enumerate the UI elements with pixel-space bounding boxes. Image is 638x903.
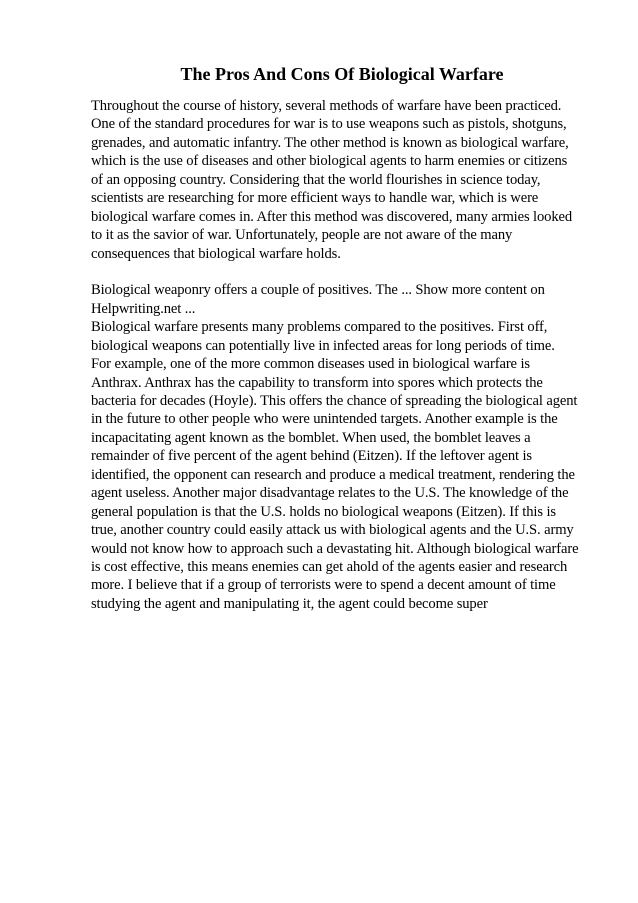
text-line: Biological warfare presents many problems compared to the positives. First off, xyxy=(91,319,548,336)
text-line: remainder of five percent of the agent behind (Eitzen). If the leftover agent is xyxy=(91,448,532,465)
document-title: The Pros And Cons Of Biological Warfare xyxy=(180,64,504,84)
text-line: incapacitating agent known as the bomblet. When used, the bomblet leaves a xyxy=(91,429,531,446)
text-line: biological warfare comes in. After this method was discovered, many armies looked xyxy=(91,208,573,225)
text-line: which is the use of diseases and other biological agents to harm enemies or citizens xyxy=(91,153,568,170)
text-line: studying the agent and manipulating it, the agent could become super xyxy=(91,595,488,612)
text-line: scientists are researching for more efficient ways to handle war, which is were xyxy=(91,190,539,207)
text-line: more. I believe that if a group of terrorists were to spend a decent amount of time xyxy=(91,577,556,594)
text-line: biological weapons can potentially live in infected areas for long periods of time. xyxy=(91,337,555,354)
text-line: in the future to other people who were unintended targets. Another example is the xyxy=(91,411,558,428)
text-line: For example, one of the more common diseases used in biological warfare is xyxy=(91,356,530,373)
document-body xyxy=(91,97,591,613)
paragraph-1 xyxy=(91,97,591,263)
text-line: grenades, and automatic infantry. The other method is known as biological warfare, xyxy=(91,134,569,151)
text-line: true, another country could easily attack us with biological agents and the U.S. army xyxy=(91,522,574,539)
text-line: general population is that the U.S. holds no biological weapons (Eitzen). If this is xyxy=(91,503,556,520)
text-line: consequences that biological warfare holds. xyxy=(91,245,341,262)
paragraph-gap xyxy=(91,263,591,281)
text-line: would not know how to approach such a devastating hit. Although biological warfare xyxy=(91,540,579,557)
text-line: Helpwriting.net ... xyxy=(91,300,196,317)
text-line: Anthrax. Anthrax has the capability to transform into spores which protects the xyxy=(91,374,543,391)
text-line: agent useless. Another major disadvantage relates to the U.S. The knowledge of the xyxy=(91,485,569,502)
text-line: identified, the opponent can research and produce a medical treatment, rendering the xyxy=(91,466,575,483)
text-line: of an opposing country. Considering that the world flourishes in science today, xyxy=(91,171,541,188)
text-line: Biological weaponry offers a couple of positives. The ... Show more content on xyxy=(91,282,545,299)
paragraph-2 xyxy=(91,281,591,613)
text-line: Throughout the course of history, several methods of warfare have been practiced. xyxy=(91,98,562,114)
text-line: is cost effective, this means enemies can get ahold of the agents easier and research xyxy=(91,558,568,575)
text-line: bacteria for decades (Hoyle). This offers the chance of spreading the biological agent xyxy=(91,393,578,409)
text-line: to it as the savior of war. Unfortunately, people are not aware of the many xyxy=(91,227,513,244)
text-line: One of the standard procedures for war is to use weapons such as pistols, shotguns, xyxy=(91,116,567,133)
